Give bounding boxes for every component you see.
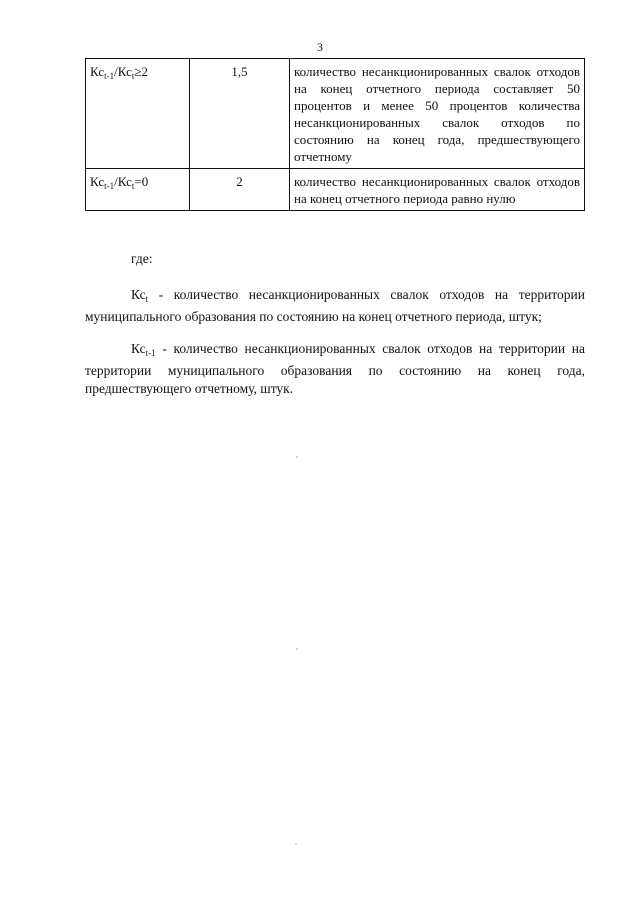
page-number: 3: [317, 40, 323, 54]
table-row: [86, 169, 585, 211]
formula-subscript: t: [131, 181, 135, 191]
formula-symbol: Кс: [90, 174, 105, 189]
formula-condition: =0: [134, 174, 149, 189]
formula-cell: [86, 169, 190, 211]
table-row: [86, 59, 585, 169]
formula-symbol: Кс: [90, 64, 105, 79]
score-cell: 1,5: [190, 59, 290, 169]
formula-subscript: t-1: [104, 71, 115, 81]
definition-paragraph: [85, 340, 585, 398]
definition-text: - количество несанкционированных свалок отходов на территории на территории муниципального образования по состоянию на конец года, предшествующего отчетному, штук.: [85, 341, 585, 396]
formula-subscript: t: [131, 71, 135, 81]
definition-paragraph: [85, 286, 585, 326]
formula-condition: ≥2: [134, 64, 149, 79]
score-cell: 2: [190, 169, 290, 211]
formula-symbol: /Кс: [114, 64, 132, 79]
definition-subscript: t-1: [145, 348, 156, 358]
definition-symbol: Кс: [131, 287, 146, 302]
description-cell: количество несанкционированных свалок отходов на конец отчетного периода равно нулю: [290, 169, 585, 211]
criteria-table: [85, 58, 585, 211]
definition-text: - количество несанкционированных свалок отходов на территории муниципального образования по состоянию на конец отчетного периода, штук;: [85, 287, 585, 324]
scan-speck: [296, 456, 298, 458]
formula-subscript: t-1: [104, 181, 115, 191]
scan-speck: [295, 843, 297, 845]
formula-cell: [86, 59, 190, 169]
formula-symbol: /Кс: [114, 174, 132, 189]
where-label: где:: [131, 251, 153, 266]
definition-symbol: Кс: [131, 341, 146, 356]
scan-speck: [296, 648, 298, 650]
description-cell: количество несанкционированных свалок отходов на конец отчетного периода составляет 50 процентов и менее 50 процентов количества несанкционированных свалок отходов по состоянию на конец года, предшествующего отчетному: [290, 59, 585, 169]
definition-subscript: t: [145, 294, 149, 304]
